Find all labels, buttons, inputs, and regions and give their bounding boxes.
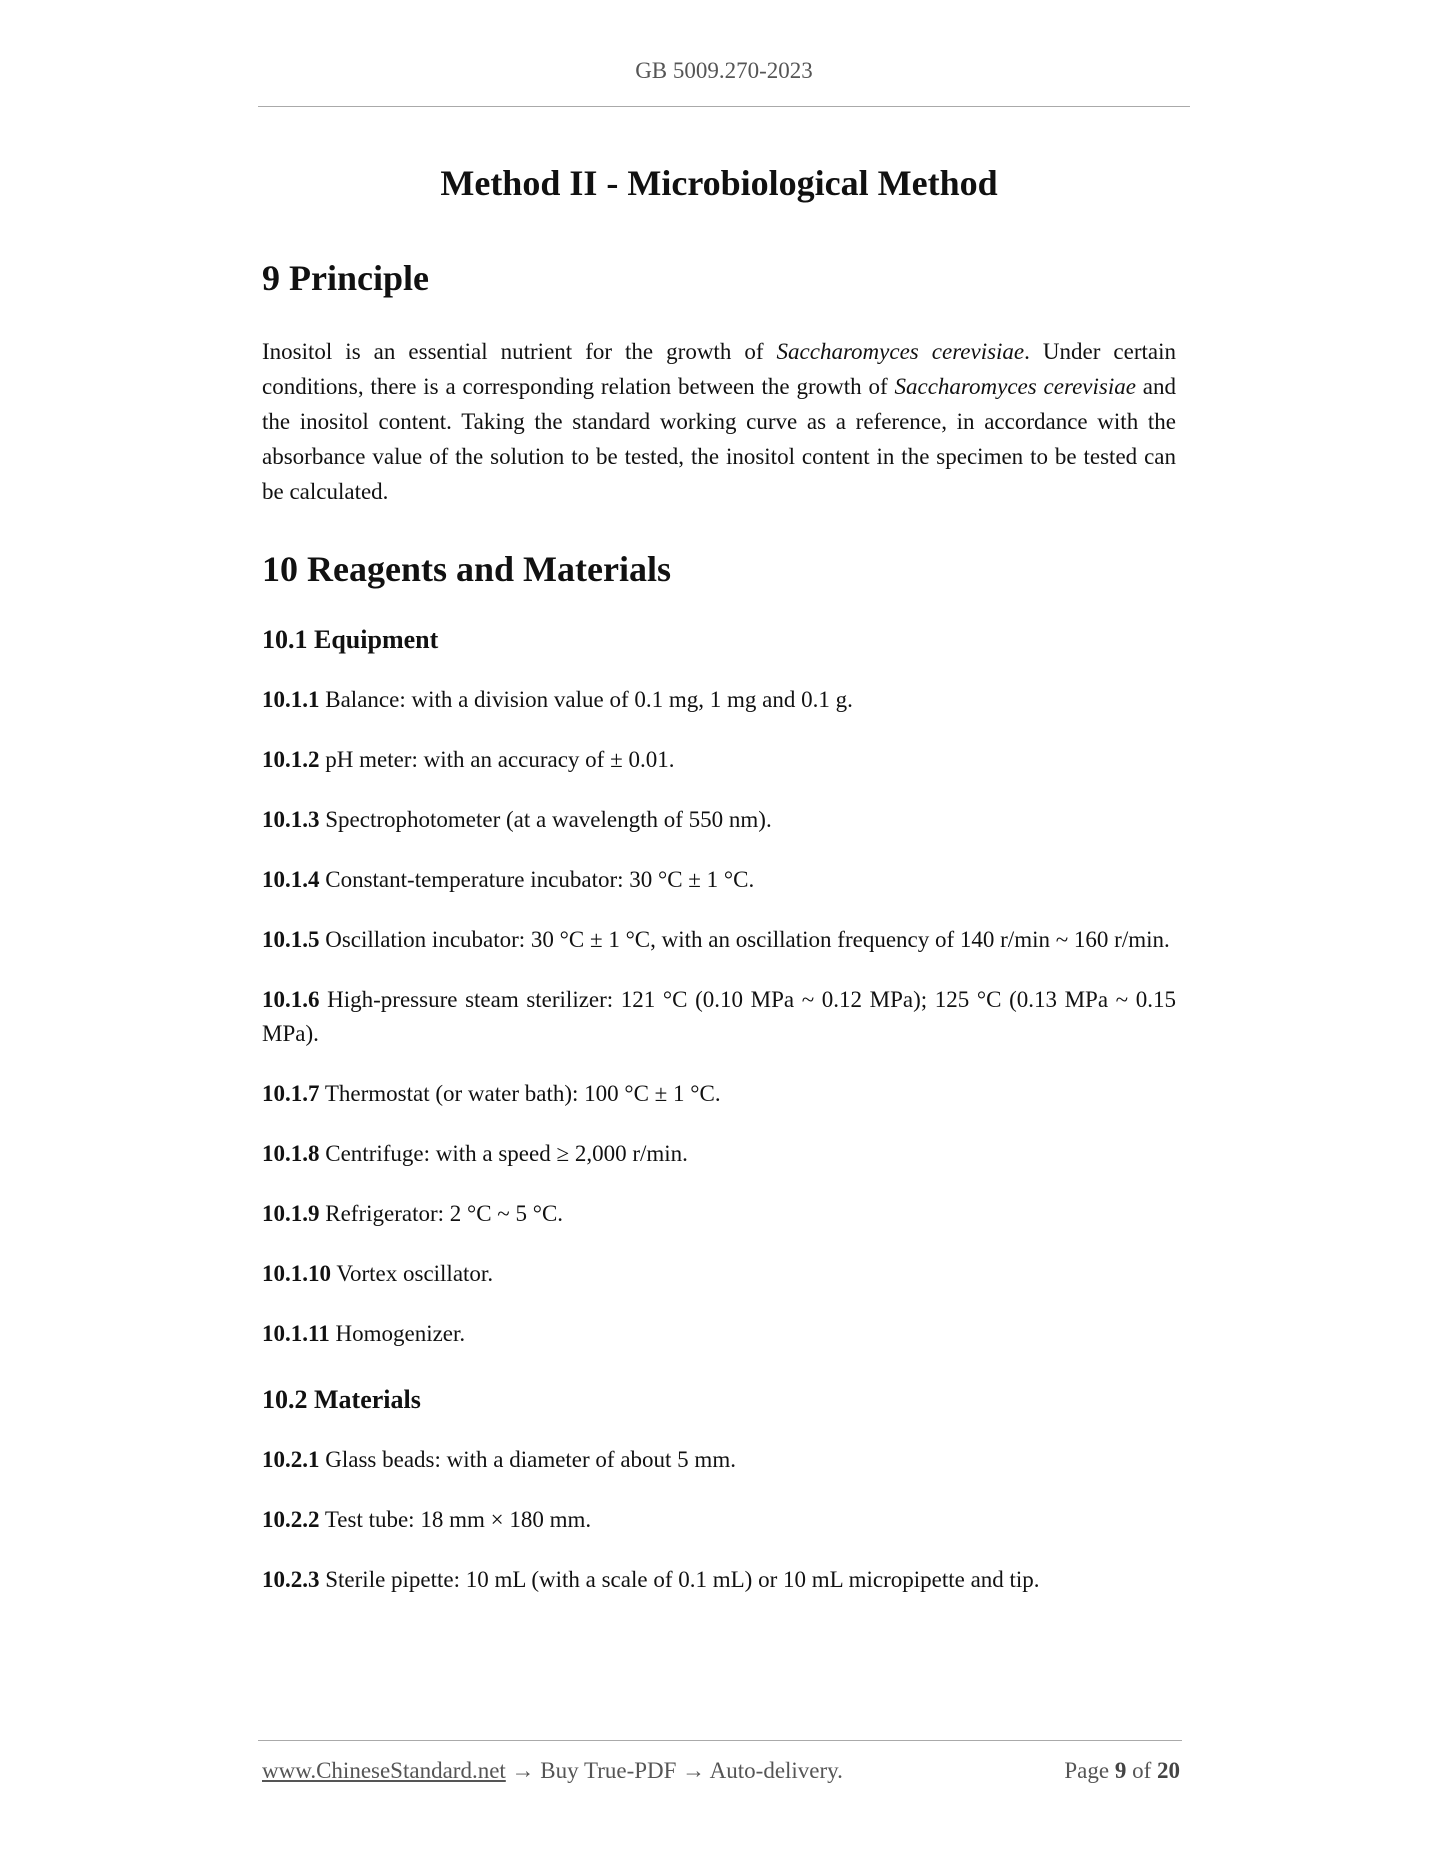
promo-text: → Buy True-PDF → Auto-delivery. — [505, 1758, 843, 1783]
section-9-heading: 9 Principle — [262, 258, 429, 298]
list-item: 10.1.7 Thermostat (or water bath): 100 °C ± 1 °C. — [262, 1081, 721, 1106]
website-link[interactable]: www.ChineseStandard.net — [262, 1758, 506, 1783]
footer-promo — [262, 1758, 843, 1784]
page-content — [262, 160, 1176, 1597]
page-footer — [262, 1758, 1180, 1784]
list-item: 10.1.5 Oscillation incubator: 30 °C ± 1 °C, with an oscillation frequency of 140 r/min ~ 160 r/min. — [262, 927, 1170, 952]
principle-text-3: and the inositol content. Taking the standard working curve as a reference, in accordance with the absorbance value of the solution to be tested, the inositol content in the specimen to be tested can be calculated. — [262, 374, 1176, 504]
equipment-heading: 10.1 Equipment — [262, 625, 439, 654]
list-item: 10.1.4 Constant-temperature incubator: 30 °C ± 1 °C. — [262, 867, 755, 892]
principle-text-2: . Under certain conditions, there is a corresponding relation between the growth of — [262, 339, 1177, 399]
list-item: 10.1.1 Balance: with a division value of 0.1 mg, 1 mg and 0.1 g. — [262, 687, 853, 712]
page-number: Page 9 of 20 — [1064, 1758, 1180, 1783]
footer-rule — [258, 1740, 1182, 1741]
section-10-heading: 10 Reagents and Materials — [262, 549, 671, 589]
list-item: 10.1.3 Spectrophotometer (at a wavelength of 550 nm). — [262, 807, 772, 832]
list-item: 10.2.2 Test tube: 18 mm × 180 mm. — [262, 1507, 592, 1532]
list-item: 10.1.11 Homogenizer. — [262, 1321, 466, 1346]
header-rule — [258, 106, 1190, 107]
list-item: 10.1.2 pH meter: with an accuracy of ± 0.01. — [262, 747, 675, 772]
species-name-1: Saccharomyces cerevisiae — [776, 339, 1025, 364]
running-header: GB 5009.270-2023 — [635, 58, 813, 83]
list-item: 10.1.6 High-pressure steam sterilizer: 121 °C (0.10 MPa ~ 0.12 MPa); 125 °C (0.13 MPa ~ 0.15 MPa). — [262, 987, 1177, 1046]
list-item: 10.1.10 Vortex oscillator. — [262, 1261, 494, 1286]
list-item: 10.1.9 Refrigerator: 2 °C ~ 5 °C. — [262, 1201, 564, 1226]
principle-text-1: Inositol is an essential nutrient for the growth of — [262, 339, 777, 364]
method-title: Method II - Microbiological Method — [440, 163, 998, 203]
list-item: 10.2.3 Sterile pipette: 10 mL (with a scale of 0.1 mL) or 10 mL micropipette and tip. — [262, 1567, 1040, 1592]
list-item: 10.1.8 Centrifuge: with a speed ≥ 2,000 r/min. — [262, 1141, 688, 1166]
species-name-2: Saccharomyces cerevisiae — [894, 374, 1136, 399]
principle-paragraph — [262, 334, 1176, 509]
materials-heading: 10.2 Materials — [262, 1385, 421, 1414]
list-item: 10.2.1 Glass beads: with a diameter of about 5 mm. — [262, 1447, 736, 1472]
